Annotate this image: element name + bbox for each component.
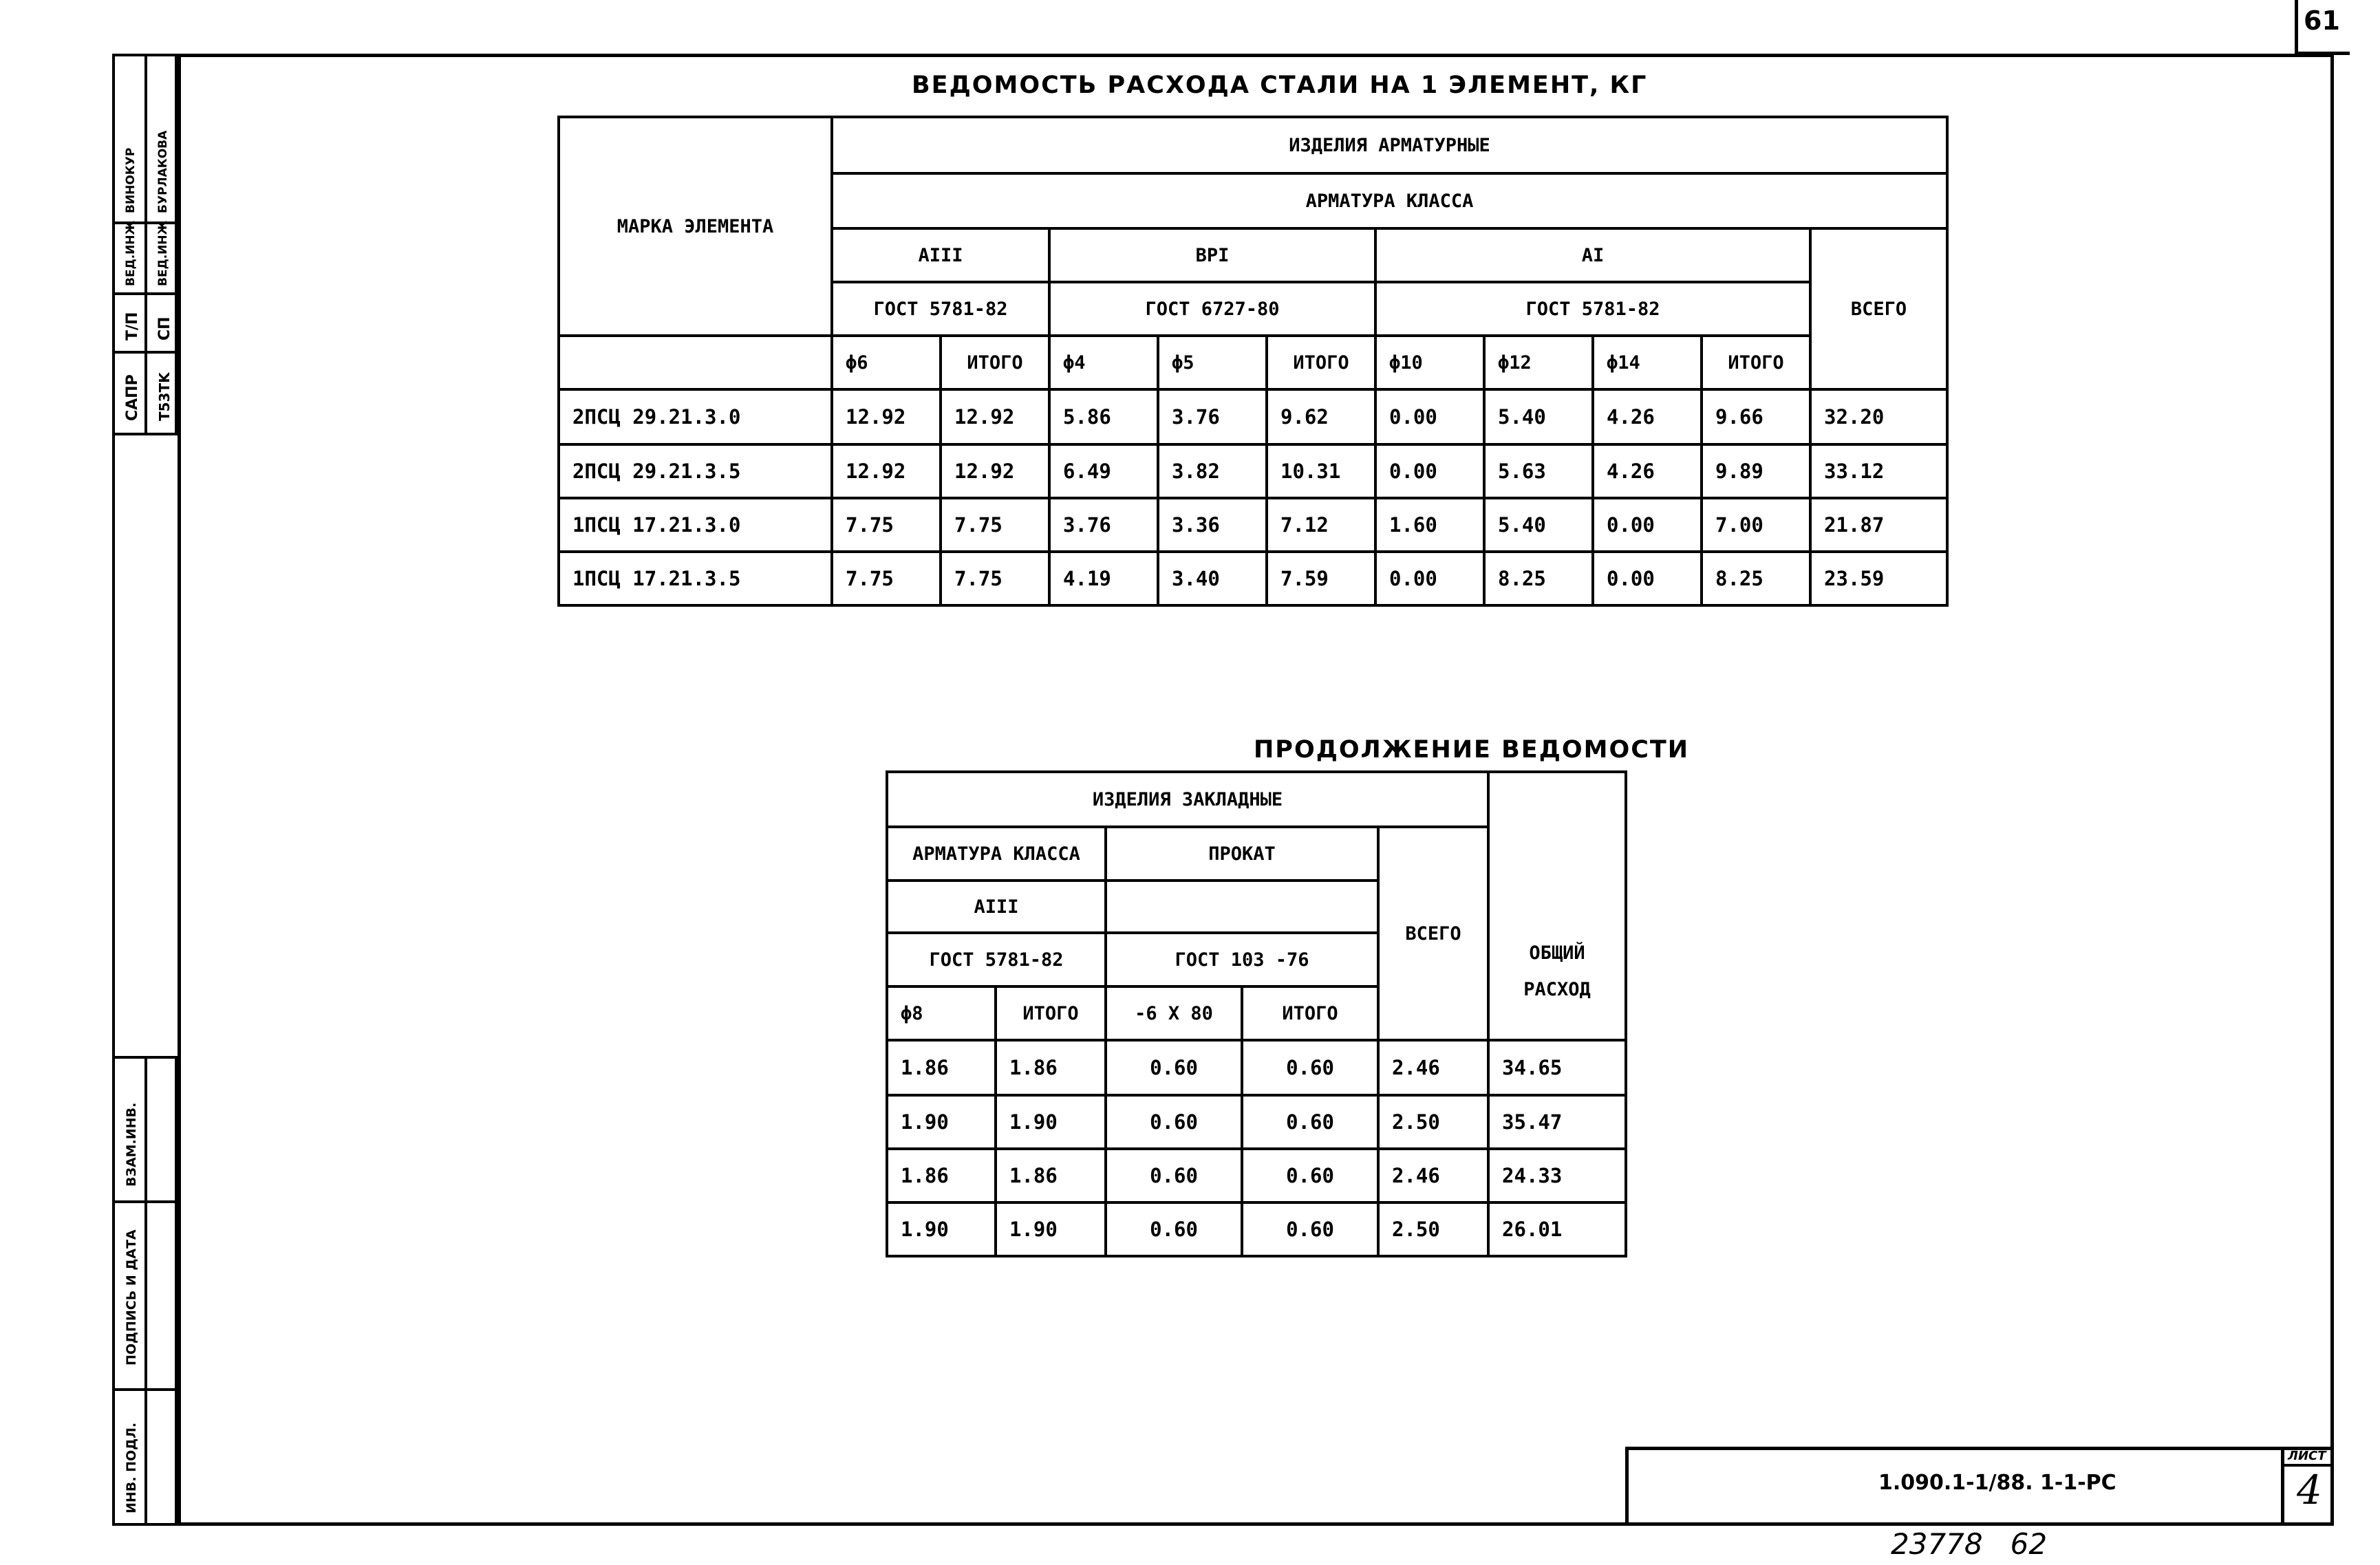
stamp-tp: Т/П <box>124 312 141 341</box>
cell: 5.86 <box>1049 389 1158 444</box>
cell: 7.00 <box>1702 498 1810 552</box>
cell: 0.60 <box>1106 1202 1242 1256</box>
table-row <box>559 498 1947 552</box>
stamp-sp: СП <box>156 316 173 341</box>
stamp-row-divider <box>112 292 178 295</box>
cell: 7.75 <box>832 552 941 605</box>
col-subtotal: ИТОГО <box>1702 336 1810 389</box>
cell: 8.25 <box>1702 552 1810 605</box>
cell: 0.60 <box>1242 1095 1378 1149</box>
cell: 12.92 <box>832 444 941 498</box>
table-row <box>887 1040 1626 1095</box>
cell: 1.60 <box>1375 498 1484 552</box>
header-class-aiii: AIII <box>887 881 1106 933</box>
col-d10: ϕ10 <box>1375 336 1484 389</box>
cell: 1.86 <box>996 1040 1106 1095</box>
header-gost-5781: ГОСТ 5781-82 <box>887 933 1106 986</box>
cell: 26.01 <box>1488 1202 1626 1256</box>
cell: 3.76 <box>1049 498 1158 552</box>
cell: 1ПСЦ 17.21.3.5 <box>559 552 832 605</box>
table2-title: ПРОДОЛЖЕНИЕ ВЕДОМОСТИ <box>1254 736 1690 764</box>
col-d4: ϕ4 <box>1049 336 1158 389</box>
cell: 3.36 <box>1158 498 1267 552</box>
cell: 2ПСЦ 29.21.3.5 <box>559 444 832 498</box>
cell: 1.86 <box>887 1149 996 1202</box>
cell: 7.75 <box>941 552 1049 605</box>
header-class-aiii: AIII <box>832 228 1049 282</box>
stamp-vzam-inv: ВЗАМ.ИНВ. <box>124 1102 139 1187</box>
col-d12: ϕ12 <box>1484 336 1593 389</box>
cell: 7.75 <box>832 498 941 552</box>
col-d14: ϕ14 <box>1593 336 1702 389</box>
sheet-number: 4 <box>2297 1467 2322 1513</box>
table-row <box>887 1095 1626 1149</box>
stamp-col-divider <box>144 54 147 435</box>
footer-note-a: 23778 <box>1891 1527 1983 1561</box>
page-number-divider <box>2295 0 2298 54</box>
table-row <box>559 389 1947 444</box>
cell: 0.60 <box>1106 1149 1242 1202</box>
cell: 33.12 <box>1810 444 1947 498</box>
cell: 10.31 <box>1267 444 1375 498</box>
cell: 1ПСЦ 17.21.3.0 <box>559 498 832 552</box>
header-total: ВСЕГО <box>1378 827 1488 1040</box>
cell: 0.60 <box>1242 1202 1378 1256</box>
stamp-podpis-data: ПОДПИСЬ И ДАТА <box>124 1229 139 1366</box>
cell: 8.25 <box>1484 552 1593 605</box>
cell: 1.86 <box>887 1040 996 1095</box>
cell: 2.50 <box>1378 1095 1488 1149</box>
stamp-row-divider <box>112 1388 178 1391</box>
cell: 7.75 <box>941 498 1049 552</box>
cell: 4.19 <box>1049 552 1158 605</box>
cell: 1.90 <box>887 1202 996 1256</box>
header-element-mark: МАРКА ЭЛЕМЕНТА <box>559 117 832 336</box>
cell: 24.33 <box>1488 1149 1626 1202</box>
cell: 0.00 <box>1375 444 1484 498</box>
col-subtotal: ИТОГО <box>941 336 1049 389</box>
cell: 1.90 <box>996 1095 1106 1149</box>
cell: 6.49 <box>1049 444 1158 498</box>
header-gost-103: ГОСТ 103 -76 <box>1106 933 1378 986</box>
table1-title: ВЕДОМОСТЬ РАСХОДА СТАЛИ НА 1 ЭЛЕМЕНТ, КГ <box>912 72 1648 99</box>
stamp-inv-podl: ИНВ. ПОДЛ. <box>124 1422 139 1513</box>
header-reinforcement-class: АРМАТУРА КЛАССА <box>832 173 1947 228</box>
header-spacer <box>559 336 832 389</box>
cell: 2ПСЦ 29.21.3.0 <box>559 389 832 444</box>
header-overall-line2: РАСХОД <box>1523 979 1591 1000</box>
cell: 1.90 <box>996 1202 1106 1256</box>
cell: 0.60 <box>1106 1040 1242 1095</box>
stamp-t53tk: T53TK <box>156 372 173 421</box>
cell: 3.40 <box>1158 552 1267 605</box>
sheet-label: ЛИСТ <box>2288 1449 2326 1463</box>
cell: 0.00 <box>1375 389 1484 444</box>
stamp-name-vinokur: ВИНОКУР <box>124 147 138 213</box>
cell: 12.92 <box>941 389 1049 444</box>
cell: 4.26 <box>1593 444 1702 498</box>
cell: 2.46 <box>1378 1040 1488 1095</box>
cell: 0.00 <box>1593 552 1702 605</box>
table-row <box>887 1202 1626 1256</box>
stamp-sapr: САПР <box>124 374 141 421</box>
cell: 5.63 <box>1484 444 1593 498</box>
cell: 32.20 <box>1810 389 1947 444</box>
col-subtotal: ИТОГО <box>1267 336 1375 389</box>
table-row <box>887 1149 1626 1202</box>
col-d8: ϕ8 <box>887 986 996 1040</box>
document-code: 1.090.1-1/88. 1-1-РС <box>1878 1471 2116 1495</box>
cell: 3.76 <box>1158 389 1267 444</box>
stamp-name-burlakova: БУРЛАКОВА <box>156 130 170 213</box>
col-strip-6x80: -6 Х 80 <box>1106 986 1242 1040</box>
col-d5: ϕ5 <box>1158 336 1267 389</box>
footer-note <box>1891 1527 2047 1561</box>
cell: 0.00 <box>1375 552 1484 605</box>
cell: 21.87 <box>1810 498 1947 552</box>
cell: 4.26 <box>1593 389 1702 444</box>
cell: 2.46 <box>1378 1149 1488 1202</box>
header-rolled: ПРОКАТ <box>1106 827 1378 881</box>
steel-consumption-continuation-table <box>886 770 1627 1258</box>
stamp-role-ved-inzh-1: ВЕД.ИНЖ <box>124 220 138 286</box>
stamp-col-divider <box>144 1056 147 1526</box>
steel-consumption-table <box>557 116 1949 607</box>
page-number: 61 <box>2304 6 2340 36</box>
header-reinforcement-products: ИЗДЕЛИЯ АРМАТУРНЫЕ <box>832 117 1947 173</box>
cell: 1.86 <box>996 1149 1106 1202</box>
cell: 0.60 <box>1242 1149 1378 1202</box>
cell: 0.60 <box>1242 1040 1378 1095</box>
cell: 35.47 <box>1488 1095 1626 1149</box>
cell: 7.59 <box>1267 552 1375 605</box>
cell: 1.90 <box>887 1095 996 1149</box>
header-overall-consumption <box>1488 772 1626 1040</box>
header-empty <box>1106 881 1378 933</box>
header-reinforcement-class: АРМАТУРА КЛАССА <box>887 827 1106 881</box>
cell: 12.92 <box>832 389 941 444</box>
cell: 5.40 <box>1484 389 1593 444</box>
table-row <box>559 444 1947 498</box>
col-subtotal: ИТОГО <box>996 986 1106 1040</box>
header-gost-5781-2: ГОСТ 5781-82 <box>1375 282 1810 336</box>
cell: 7.12 <box>1267 498 1375 552</box>
header-total: ВСЕГО <box>1810 228 1947 389</box>
header-embedded-products: ИЗДЕЛИЯ ЗАКЛАДНЫЕ <box>887 772 1488 827</box>
cell: 5.40 <box>1484 498 1593 552</box>
cell: 9.66 <box>1702 389 1810 444</box>
cell: 34.65 <box>1488 1040 1626 1095</box>
cell: 23.59 <box>1810 552 1947 605</box>
header-gost-6727: ГОСТ 6727-80 <box>1049 282 1375 336</box>
cell: 0.60 <box>1106 1095 1242 1149</box>
table-row <box>559 552 1947 605</box>
cell: 9.89 <box>1702 444 1810 498</box>
footer-note-b: 62 <box>2010 1527 2048 1561</box>
stamp-role-ved-inzh-2: ВЕД.ИНЖ <box>156 220 170 286</box>
header-class-ai: AI <box>1375 228 1810 282</box>
cell: 3.82 <box>1158 444 1267 498</box>
cell: 12.92 <box>941 444 1049 498</box>
header-gost-5781-1: ГОСТ 5781-82 <box>832 282 1049 336</box>
cell: 2.50 <box>1378 1202 1488 1256</box>
col-d6: ϕ6 <box>832 336 941 389</box>
stamp-row-divider <box>112 1200 178 1203</box>
stamp-row-divider <box>112 351 178 354</box>
cell: 0.00 <box>1593 498 1702 552</box>
header-class-bpi: BPI <box>1049 228 1375 282</box>
cell: 9.62 <box>1267 389 1375 444</box>
header-overall-line1: ОБЩИЙ <box>1529 942 1585 964</box>
col-subtotal: ИТОГО <box>1242 986 1378 1040</box>
